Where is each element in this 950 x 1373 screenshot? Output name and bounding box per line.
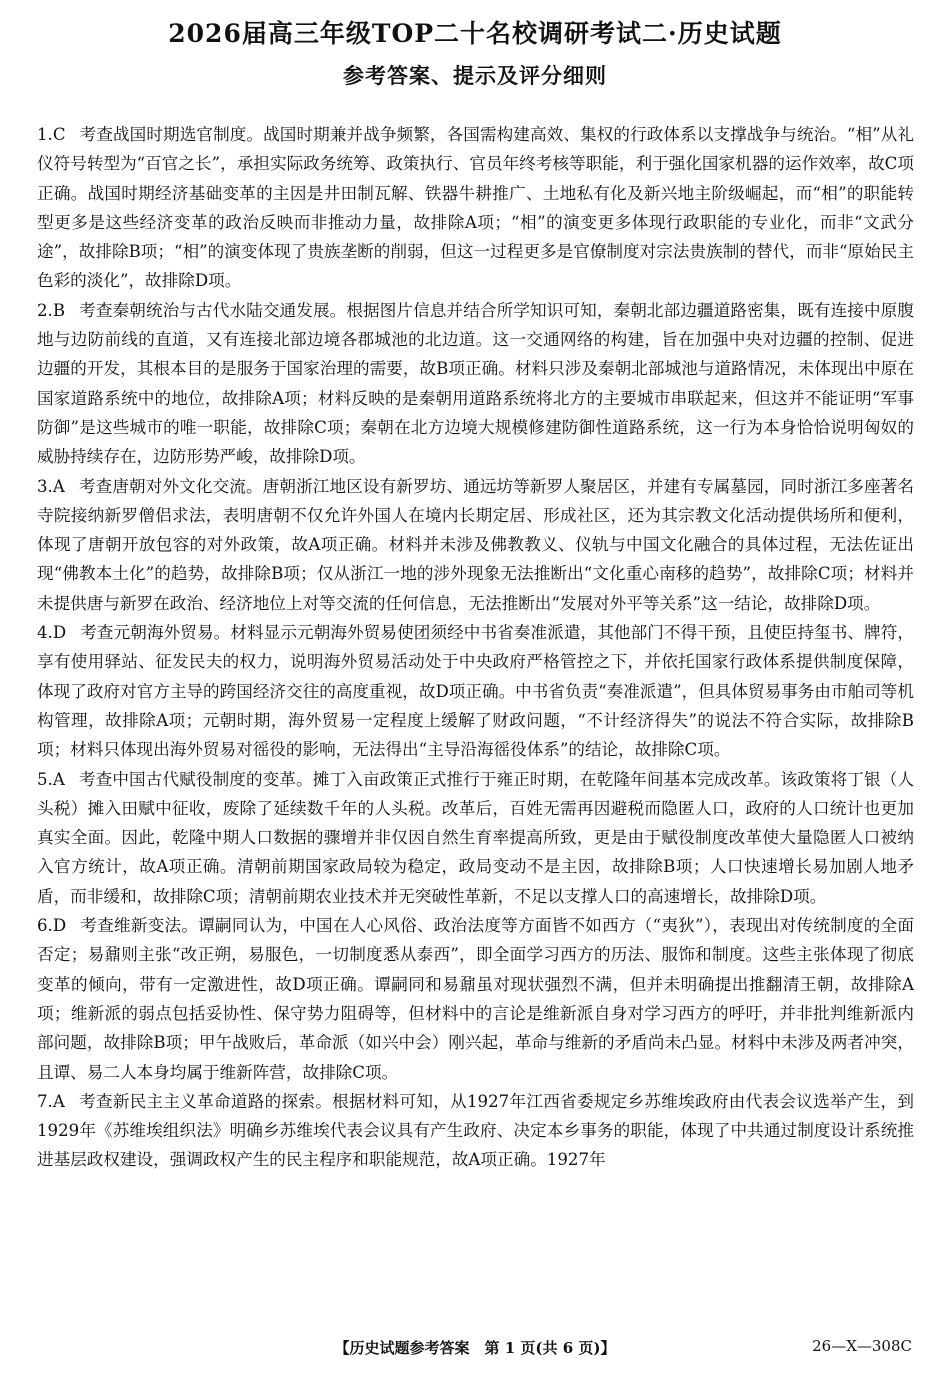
page-footer [0,1337,950,1361]
footer-page-info: 【历史试题参考答案 第 1 页(共 6 页)】 [334,1339,616,1357]
answer-item-6 [37,911,914,1087]
item-answer: A [52,476,65,496]
item-answer: A [52,769,65,789]
item-answer: A [52,1091,65,1111]
item-number: 5. [37,769,53,789]
item-answer: D [52,916,67,936]
item-explanation: 考查唐朝对外文化交流。唐朝浙江地区设有新罗坊、通远坊等新罗人聚居区，并建有专属墓园，同时浙江多座著名寺院接纳新罗僧侣求法，表明唐朝不仅允许外国人在境内长期定居、形成社区，还为其宗教文化活动提供场所和便利，体现了唐朝开放包容的对外政策，故A项正确。材料并未涉及佛教教义、仪轨与中国文化融合的具体过程，无法佐证出现“佛教本土化”的趋势，故排除B项；仅从浙江一地的涉外现象无法推断出“文化重心南移的趋势”，故排除C项；材料并未提供唐与新罗在政治、经济地位上对等交流的任何信息，无法推断出“发展对外平等关系”这一结论，故排除D项。 [37,476,914,613]
item-number: 2. [37,300,53,320]
item-explanation: 考查秦朝统治与古代水陆交通发展。根据图片信息并结合所学知识可知，秦朝北部边疆道路密集，既有连接中原腹地与边防前线的直道，又有连接北部边境各郡城池的北边道。这一交通网络的构建，旨在加强中央对边疆的控制、促进边疆的开发，其根本目的是服务于国家治理的需要，故B项正确。材料只涉及秦朝北部城池与道路情况，未体现出中原在国家道路系统中的地位，故排除A项；材料反映的是秦朝用道路系统将北方的主要城市串联起来，但这并不能证明“军事防御”是这些城市的唯一职能，故排除C项；秦朝在北方边境大规模修建防御性道路系统，这一行为本身恰恰说明匈奴的威胁持续存在，边防形势严峻，故排除D项。 [37,300,914,467]
item-number: 3. [37,476,53,496]
item-explanation: 考查元朝海外贸易。材料显示元朝海外贸易使团须经中书省奏准派遣，其他部门不得干预，且使臣持玺书、牌符，享有使用驿站、征发民夫的权力，说明海外贸易活动处于中央政府严格管控之下，并依托国家行政体系提供制度保障，体现了政府对官方主导的跨国经济交往的高度重视，故D项正确。中书省负责“奏准派遣”，但具体贸易事务由市舶司等机构管理，故排除A项；元朝时期，海外贸易一定程度上缓解了财政问题，“不计经济得失”的说法不符合实际，故排除B项；材料只体现出海外贸易对徭役的影响，无法得出“主导沿海徭役体系”的结论，故排除C项。 [37,623,914,760]
item-number: 6. [37,916,53,936]
item-explanation: 考查中国古代赋役制度的变革。摊丁入亩政策正式推行于雍正时期，在乾隆年间基本完成改革。该政策将丁银（人头税）摊入田赋中征收，废除了延续数千年的人头税。改革后，百姓无需再因避税而隐匿人口，政府的人口统计也更加真实全面。因此，乾隆中期人口数据的骤增并非仅因自然生育率提高所致，更是由于赋役制度改革使大量隐匿人口被纳入官方统计，故A项正确。清朝前期国家政局较为稳定，政局变动不是主因，故排除B项；人口快速增长易加剧人地矛盾，而非缓和，故排除C项；清朝前期农业技术并无突破性革新，不足以支撑人口的高速增长，故排除D项。 [37,769,914,906]
document-title: 2026届高三年级TOP二十名校调研考试二·历史试题 [168,19,782,48]
item-explanation: 考查维新变法。谭嗣同认为，中国在人心风俗、政治法度等方面皆不如西方（“夷狄”），表现出对传统制度的全面否定；易鼐则主张“改正朔，易服色，一切制度悉从泰西”，即全面学习西方的历法、服饰和制度。这些主张体现了彻底变革的倾向，带有一定激进性，故D项正确。谭嗣同和易鼐虽对现状强烈不满，但并未明确提出推翻清王朝，故排除A项；维新派的弱点包括妥协性、保守势力阻碍等，但材料中的言论是维新派自身对学习西方的呼吁，并非批判维新派内部问题，故排除B项；甲午战败后，革命派（如兴中会）刚兴起，革命与维新的矛盾尚未凸显。材料中未涉及两者冲突，且谭、易二人本身均属于维新阵营，故排除C项。 [37,916,914,1082]
item-number: 1. [37,125,53,144]
item-answer: C [52,125,66,144]
answer-item-2 [37,296,914,472]
answer-item-4 [37,618,914,764]
answer-item-3 [37,472,914,618]
item-answer: B [52,300,66,320]
item-explanation: 考查新民主主义革命道路的探索。根据材料可知，从1927年江西省委规定乡苏维埃政府由代表会议选举产生，到1929年《苏维埃组织法》明确乡苏维埃代表会议具有产生政府、决定本乡事务的职能，体现了中共通过制度设计系统推进基层政权建设，强调政权产生的民主程序和职能规范，故A项正确。1927年 [37,1091,914,1170]
item-explanation: 考查战国时期选官制度。战国时期兼并战争频繁，各国需构建高效、集权的行政体系以支撑战争与统治。“相”从礼仪符号转型为“百官之长”，承担实际政务统筹、政策执行、官员年终考核等职能，利于强化国家机器的运作效率，故C项正确。战国时期经济基础变革的主因是井田制瓦解、铁器牛耕推广、土地私有化及新兴地主阶级崛起，而“相”的职能转型更多是这些经济变革的政治反映而非推动力量，故排除A项；“相”的演变更多体现行政职能的专业化，而非“文武分途”，故排除B项；“相”的演变体现了贵族垄断的削弱，但这一过程更多是官僚制度对宗法贵族制的替代，而非“原始民主色彩的淡化”，故排除D项。 [37,125,914,291]
document-subtitle: 参考答案、提示及评分细则 [343,63,607,88]
footer-code: 26—X—308C [812,1337,912,1355]
answer-item-5 [37,765,914,911]
item-number: 4. [37,623,53,643]
item-answer: D [52,623,67,643]
answer-item-1 [37,120,914,296]
answer-list [37,120,914,1320]
answer-item-7 [37,1087,914,1175]
item-number: 7. [37,1091,53,1111]
